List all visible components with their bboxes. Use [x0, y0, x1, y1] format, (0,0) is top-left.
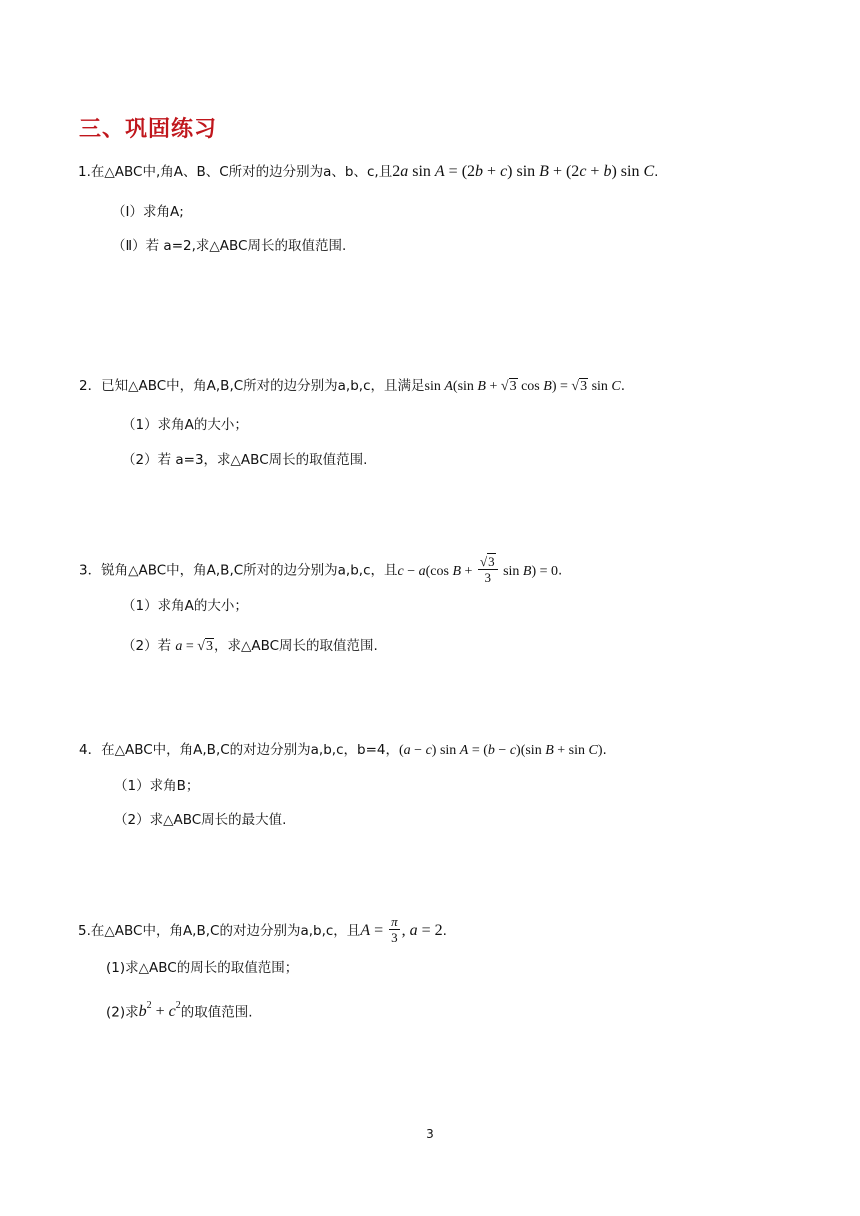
problem-3-end: .: [558, 562, 563, 579]
problem-3-part-2-lead: （2）若: [122, 638, 172, 654]
problem-1-stem: [78, 162, 658, 182]
problem-5-formula: A = $\frac{\pi}{3}$ , a = 2: [360, 914, 443, 945]
problem-5-part-2: [106, 998, 253, 1022]
problem-5-end: .: [442, 923, 447, 940]
problem-3-part-2-formula: a = √3: [175, 639, 213, 654]
problem-1-formula: 2a sin A = (2b + c) sin B + (2c + b) sin C: [392, 163, 655, 180]
problem-1-text: 1.在△ABC中,角A、B、C所对的边分别为a、b、c,且: [78, 164, 393, 180]
problem-4-stem: [79, 740, 607, 761]
problem-2-formula: sin A(sin B + √3 cos B) = √3 sin C: [424, 379, 621, 394]
problem-4-part-1: （1）求角B；: [114, 778, 200, 794]
problem-3-text: 3．锐角△ABC中，角A,B,C所对的边分别为a,b,c，且: [79, 562, 398, 579]
problem-4-part-2: （2）求△ABC周长的最大值.: [114, 812, 287, 828]
problem-1-part-1: （Ⅰ）求角A;: [112, 204, 184, 220]
problem-2-end: .: [620, 378, 626, 394]
problem-2-part-2: （2）若 a=3，求△ABC周长的取值范围.: [122, 452, 368, 468]
problem-5-part-2-formula: $b^2 + c^2$: [138, 1000, 181, 1021]
problem-5-part-2-lead: (2)求: [106, 1004, 139, 1021]
problem-5-text: 5.在△ABC中，角A,B,C的对边分别为a,b,c，且: [78, 923, 361, 940]
problem-4-text: 4．在△ABC中，角A,B,C的对边分别为a,b,c，b=4，: [79, 742, 399, 758]
problem-5-part-1: (1)求△ABC的周长的取值范围；: [106, 960, 299, 976]
problem-4-formula: (a − c) sin A = (b − c)(sin B + sin C): [398, 743, 603, 758]
page-number: 3: [426, 1127, 434, 1141]
problem-1-part-2: （Ⅱ）若 a=2,求△ABC周长的取值范围.: [112, 238, 347, 254]
problem-3-stem: [79, 556, 562, 587]
problem-2-part-1: （1）求角A的大小；: [122, 417, 248, 433]
problem-3-part-2-tail: ，求△ABC周长的取值范围.: [213, 638, 378, 654]
section-title: 三、巩固练习: [79, 117, 218, 142]
problem-3-part-1: （1）求角A的大小；: [122, 598, 248, 614]
problem-2-text: 2．已知△ABC中，角A,B,C所对的边分别为a,b,c，且满足: [79, 378, 425, 394]
problem-4-end: .: [602, 742, 607, 758]
problem-5-stem: [78, 916, 447, 947]
problem-1-end: .: [654, 164, 659, 180]
problem-5-part-2-tail: 的取值范围.: [180, 1004, 253, 1021]
problem-3-formula: c − a(cos B + $\frac{√3}{3}$ sin B) = 0: [397, 554, 559, 585]
problem-2-stem: [79, 376, 625, 397]
problem-3-part-2: [122, 636, 378, 657]
